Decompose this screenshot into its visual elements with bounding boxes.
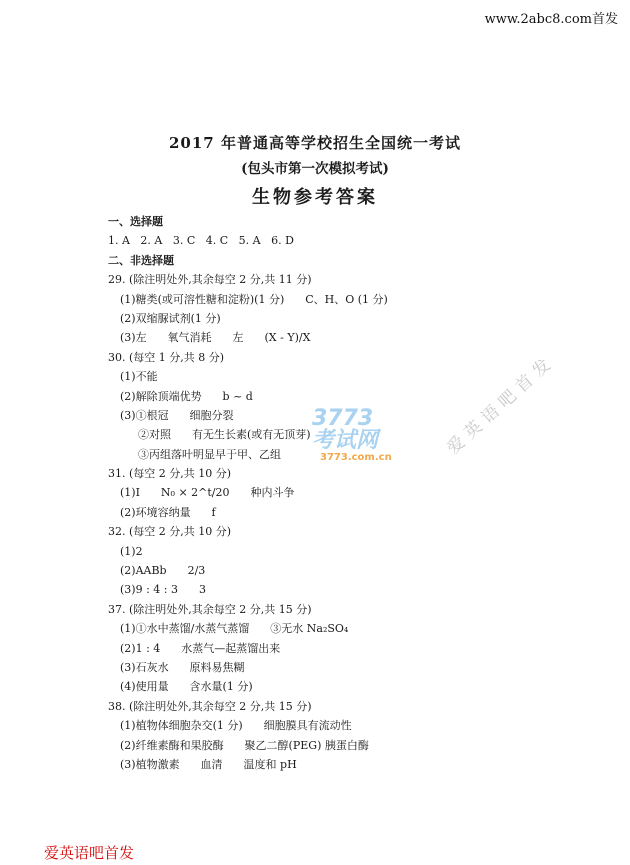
watermark-diagonal: 爱英语吧首发	[443, 351, 560, 459]
section-heading: 二、非选择题	[108, 253, 174, 267]
answer-line: (1)①水中蒸馏/水蒸气蒸馏 ③无水 Na₂SO₄	[120, 622, 349, 636]
question-heading: 32. (每空 2 分,共 10 分)	[108, 525, 232, 539]
answer-line: ②对照 有无生长素(或有无顶芽)	[138, 428, 311, 442]
answer-line: (3)植物激素 血清 温度和 pH	[120, 757, 297, 771]
footer-watermark: 爱英语吧首发	[44, 844, 135, 862]
watermark-logo	[312, 406, 392, 463]
section-heading: 一、选择题	[108, 215, 163, 228]
answer-line: (2)解除顶端优势 b ~ d	[120, 389, 253, 403]
answer-line: (2)双缩脲试剂(1 分)	[120, 311, 221, 325]
watermark-logo-text: 3773考试网	[312, 406, 379, 453]
answer-line: (2)AABb 2/3	[120, 564, 206, 578]
question-heading: 31. (每空 2 分,共 10 分)	[108, 467, 232, 481]
answer-line: (2)环境容纳量 f	[120, 505, 216, 519]
answer-line: (1)2	[120, 544, 143, 558]
answer-line: (3)①根冠 细胞分裂	[120, 408, 234, 422]
question-heading: 37. (除注明处外,其余每空 2 分,共 15 分)	[108, 602, 312, 616]
answer-line: (4)使用量 含水量(1 分)	[120, 680, 253, 694]
answer-line: (3)石灰水 原料易焦糊	[120, 660, 245, 674]
site-url-header: www.2abc8.com首发	[484, 12, 618, 27]
answer-line: ③丙组落叶明显早于甲、乙组	[138, 447, 281, 461]
exam-title: 2017 年普通高等学校招生全国统一考试	[169, 134, 461, 152]
watermark-logo-url: 3773.com.cn	[320, 452, 392, 463]
question-heading: 30. (每空 1 分,共 8 分)	[108, 350, 225, 364]
question-heading: 38. (除注明处外,其余每空 2 分,共 15 分)	[108, 699, 312, 713]
answer-line: (1)植物体细胞杂交(1 分) 细胞膜具有流动性	[120, 719, 352, 733]
answer-line: (3)左 氧气消耗 左 (X - Y)/X	[120, 331, 311, 345]
answer-content	[108, 212, 578, 774]
title-block	[0, 132, 630, 209]
answer-line: (2)1 : 4 水蒸气—起蒸馏出来	[120, 641, 281, 655]
answer-key-title: 生物参考答案	[252, 187, 378, 208]
question-heading: 29. (除注明处外,其余每空 2 分,共 11 分)	[108, 273, 312, 287]
answer-line: (3)9 : 4 : 3 3	[120, 583, 206, 597]
exam-subtitle: (包头市第一次模拟考试)	[241, 161, 389, 177]
answer-line: (1)不能	[120, 370, 158, 384]
answer-line: (1)糖类(或可溶性糖和淀粉)(1 分) C、H、O (1 分)	[120, 292, 388, 306]
answer-line: (1)I N₀ × 2^t/20 种内斗争	[120, 486, 295, 500]
answer-line: (2)纤维素酶和果胶酶 聚乙二醇(PEG) 胰蛋白酶	[120, 738, 369, 752]
answer-line: 1. A 2. A 3. C 4. C 5. A 6. D	[108, 234, 294, 248]
